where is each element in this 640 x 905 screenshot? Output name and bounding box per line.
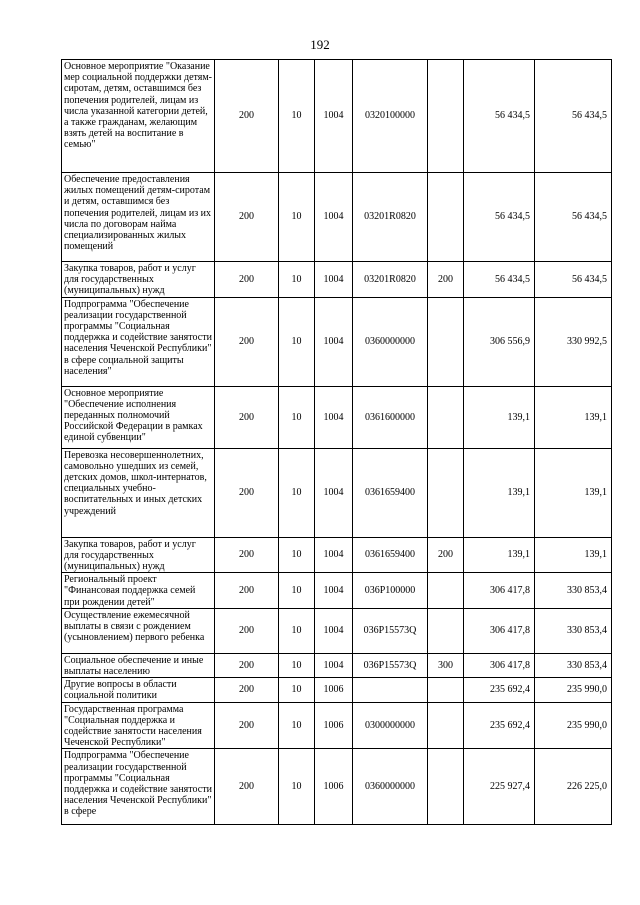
row-amount-year2: 56 434,5 xyxy=(535,262,612,298)
row-subsection: 1004 xyxy=(315,60,353,173)
table-row xyxy=(62,608,612,653)
row-amount-year2: 330 853,4 xyxy=(535,608,612,653)
table-row xyxy=(62,386,612,448)
row-ministry: 200 xyxy=(215,537,279,573)
row-section: 10 xyxy=(279,60,315,173)
row-target-article: 0320100000 xyxy=(353,60,428,173)
row-target-article: 0300000000 xyxy=(353,702,428,749)
row-subsection: 1006 xyxy=(315,678,353,702)
row-target-article: 0361659400 xyxy=(353,448,428,537)
row-ministry: 200 xyxy=(215,60,279,173)
row-name: Подпрограмма "Обеспечение реализации государственной программы "Социальная поддержка и содействие занятости населения Чеченской Республики" в сфере социальной защиты населения" xyxy=(62,297,215,386)
row-target-article: 036P15573Q xyxy=(353,608,428,653)
row-amount-year1: 56 434,5 xyxy=(464,173,535,262)
row-section: 10 xyxy=(279,262,315,298)
row-amount-year1: 56 434,5 xyxy=(464,262,535,298)
row-section: 10 xyxy=(279,573,315,609)
row-ministry: 200 xyxy=(215,678,279,702)
row-name: Закупка товаров, работ и услуг для государственных (муниципальных) нужд xyxy=(62,262,215,298)
row-subsection: 1006 xyxy=(315,749,353,825)
row-amount-year2: 235 990,0 xyxy=(535,678,612,702)
table-row xyxy=(62,653,612,677)
row-subsection: 1004 xyxy=(315,386,353,448)
row-subsection: 1004 xyxy=(315,262,353,298)
row-section: 10 xyxy=(279,173,315,262)
row-subsection: 1004 xyxy=(315,297,353,386)
row-name: Основное мероприятие "Обеспечение исполнения переданных полномочий Российской Федерации в рамках единой субвенции" xyxy=(62,386,215,448)
row-subsection: 1004 xyxy=(315,608,353,653)
row-expense-type: 200 xyxy=(428,262,464,298)
row-ministry: 200 xyxy=(215,653,279,677)
row-expense-type xyxy=(428,678,464,702)
budget-table xyxy=(61,59,612,825)
row-section: 10 xyxy=(279,608,315,653)
row-target-article: 0361600000 xyxy=(353,386,428,448)
table-row xyxy=(62,573,612,609)
row-section: 10 xyxy=(279,678,315,702)
row-target-article: 0360000000 xyxy=(353,297,428,386)
row-name: Другие вопросы в области социальной политики xyxy=(62,678,215,702)
row-expense-type xyxy=(428,749,464,825)
row-target-article: 036P100000 xyxy=(353,573,428,609)
row-amount-year1: 225 927,4 xyxy=(464,749,535,825)
row-amount-year2: 330 853,4 xyxy=(535,653,612,677)
row-name: Социальное обеспечение и иные выплаты населению xyxy=(62,653,215,677)
row-target-article: 03201R0820 xyxy=(353,262,428,298)
row-amount-year1: 235 692,4 xyxy=(464,702,535,749)
row-section: 10 xyxy=(279,448,315,537)
row-section: 10 xyxy=(279,386,315,448)
row-name: Государственная программа "Социальная поддержка и содействие занятости населения Чеченской Республики" xyxy=(62,702,215,749)
table-row xyxy=(62,678,612,702)
table-row xyxy=(62,448,612,537)
row-section: 10 xyxy=(279,297,315,386)
row-amount-year1: 139,1 xyxy=(464,537,535,573)
row-expense-type xyxy=(428,173,464,262)
row-name: Региональный проект "Финансовая поддержка семей при рождении детей" xyxy=(62,573,215,609)
row-ministry: 200 xyxy=(215,749,279,825)
row-expense-type xyxy=(428,297,464,386)
table-row xyxy=(62,173,612,262)
row-amount-year2: 226 225,0 xyxy=(535,749,612,825)
row-ministry: 200 xyxy=(215,448,279,537)
row-expense-type xyxy=(428,386,464,448)
row-amount-year1: 235 692,4 xyxy=(464,678,535,702)
table-row xyxy=(62,702,612,749)
row-name: Основное мероприятие "Оказание мер социальной поддержки детям-сиротам, детям, оставшимся без попечения родителей, лицам из числа указанной категории детей, а также гражданам, желающим взять детей на воспитание в семью" xyxy=(62,60,215,173)
row-expense-type xyxy=(428,448,464,537)
row-expense-type: 200 xyxy=(428,537,464,573)
row-amount-year2: 330 992,5 xyxy=(535,297,612,386)
table-row xyxy=(62,297,612,386)
row-section: 10 xyxy=(279,749,315,825)
row-expense-type: 300 xyxy=(428,653,464,677)
table-row xyxy=(62,537,612,573)
row-amount-year1: 139,1 xyxy=(464,448,535,537)
row-ministry: 200 xyxy=(215,573,279,609)
row-target-article: 03201R0820 xyxy=(353,173,428,262)
row-subsection: 1004 xyxy=(315,573,353,609)
row-section: 10 xyxy=(279,537,315,573)
row-amount-year2: 56 434,5 xyxy=(535,173,612,262)
row-name: Осуществление ежемесячной выплаты в связи с рождением (усыновлением) первого ребенка xyxy=(62,608,215,653)
row-amount-year2: 235 990,0 xyxy=(535,702,612,749)
row-amount-year2: 139,1 xyxy=(535,386,612,448)
row-target-article: 0360000000 xyxy=(353,749,428,825)
row-subsection: 1004 xyxy=(315,653,353,677)
row-expense-type xyxy=(428,573,464,609)
row-amount-year1: 306 417,8 xyxy=(464,653,535,677)
row-amount-year1: 306 417,8 xyxy=(464,608,535,653)
row-amount-year2: 139,1 xyxy=(535,448,612,537)
row-target-article: 036P15573Q xyxy=(353,653,428,677)
row-subsection: 1006 xyxy=(315,702,353,749)
row-target-article: 0361659400 xyxy=(353,537,428,573)
row-name: Закупка товаров, работ и услуг для государственных (муниципальных) нужд xyxy=(62,537,215,573)
row-name: Подпрограмма "Обеспечение реализации государственной программы "Социальная поддержка и содействие занятости населения Чеченской Республики" в сфере xyxy=(62,749,215,825)
row-target-article xyxy=(353,678,428,702)
row-amount-year2: 56 434,5 xyxy=(535,60,612,173)
row-ministry: 200 xyxy=(215,297,279,386)
row-amount-year1: 306 417,8 xyxy=(464,573,535,609)
row-subsection: 1004 xyxy=(315,173,353,262)
row-ministry: 200 xyxy=(215,386,279,448)
table-row xyxy=(62,60,612,173)
row-amount-year1: 306 556,9 xyxy=(464,297,535,386)
row-amount-year2: 330 853,4 xyxy=(535,573,612,609)
row-subsection: 1004 xyxy=(315,537,353,573)
row-ministry: 200 xyxy=(215,702,279,749)
row-amount-year1: 139,1 xyxy=(464,386,535,448)
row-expense-type xyxy=(428,702,464,749)
row-name: Обеспечение предоставления жилых помещений детям-сиротам и детям, оставшимся без попечения родителей, лицам из их числа по договорам найма специализированных жилых помещений xyxy=(62,173,215,262)
page-number: 192 xyxy=(310,37,330,52)
row-name: Перевозка несовершеннолетних, самовольно ушедших из семей, детских домов, школ-интернатов, специальных учебно-воспитательных и иных детских учреждений xyxy=(62,448,215,537)
row-expense-type xyxy=(428,60,464,173)
row-ministry: 200 xyxy=(215,262,279,298)
row-amount-year1: 56 434,5 xyxy=(464,60,535,173)
row-amount-year2: 139,1 xyxy=(535,537,612,573)
row-expense-type xyxy=(428,608,464,653)
row-section: 10 xyxy=(279,653,315,677)
row-subsection: 1004 xyxy=(315,448,353,537)
table-row xyxy=(62,749,612,825)
row-ministry: 200 xyxy=(215,173,279,262)
row-ministry: 200 xyxy=(215,608,279,653)
row-section: 10 xyxy=(279,702,315,749)
table-row xyxy=(62,262,612,298)
